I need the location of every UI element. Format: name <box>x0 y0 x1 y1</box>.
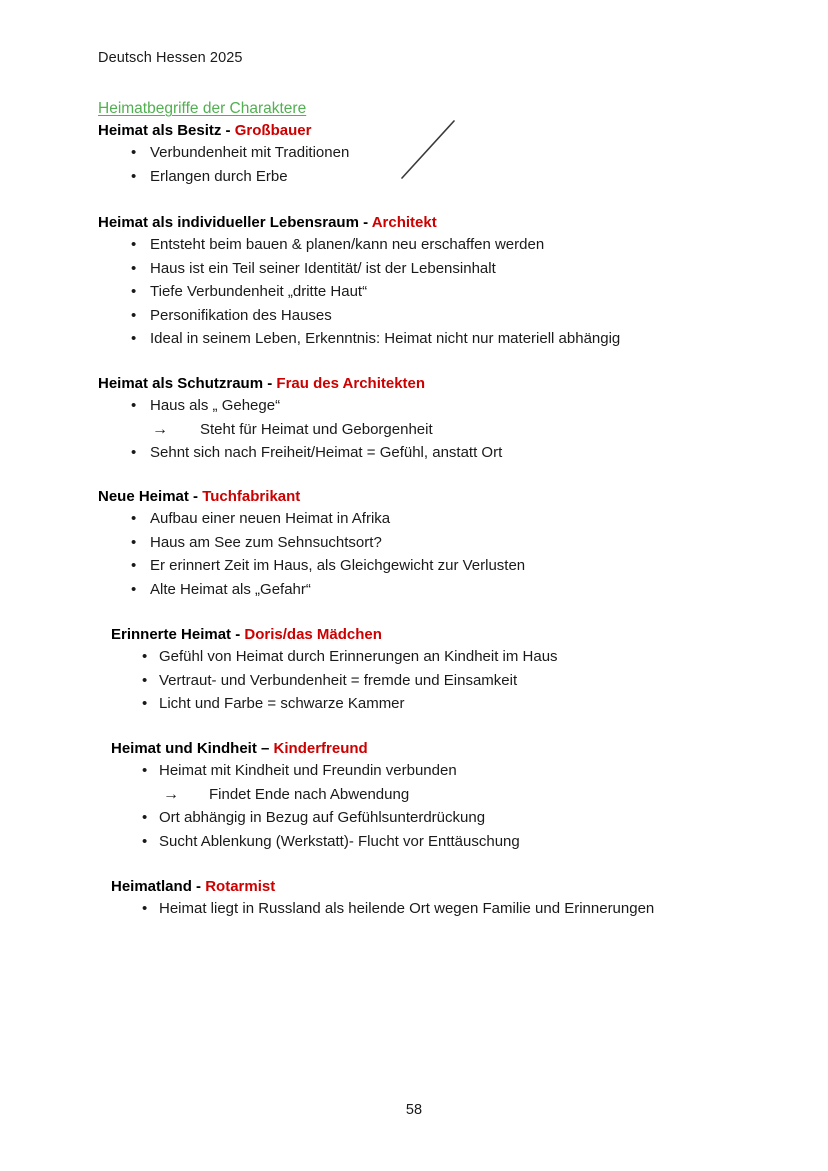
list-item: • Sehnt sich nach Freiheit/Heimat = Gefühl, anstatt Ort <box>98 441 798 465</box>
block-heading-character: Architekt <box>371 214 437 231</box>
block-heading-character: Doris/das Mädchen <box>244 626 382 643</box>
bullet-list <box>111 759 811 853</box>
arrow-sub-item: → Steht für Heimat und Geborgenheit <box>98 418 798 442</box>
block-heading <box>111 877 811 897</box>
block-heading <box>98 121 798 141</box>
block-heading-separator: - <box>231 626 245 643</box>
bullet-list <box>98 394 798 465</box>
character-block <box>98 374 798 465</box>
list-item: • Gefühl von Heimat durch Erinnerungen an Kindheit im Haus <box>111 645 811 669</box>
section-title: Heimatbegriffe der Charaktere <box>98 100 307 117</box>
list-item: • Sucht Ablenkung (Werkstatt)- Flucht vor Enttäuschung <box>111 830 811 854</box>
block-heading-separator: - <box>221 122 235 139</box>
block-heading <box>111 739 811 759</box>
list-item: • Ideal in seinem Leben, Erkenntnis: Heimat nicht nur materiell abhängig <box>98 327 798 351</box>
list-item: • Tiefe Verbundenheit „dritte Haut“ <box>98 280 798 304</box>
block-heading-separator: - <box>191 878 206 895</box>
list-item: • Heimat mit Kindheit und Freundin verbunden <box>111 759 811 783</box>
block-heading-separator: - <box>188 488 203 505</box>
block-heading <box>98 213 798 233</box>
block-heading-separator: - <box>263 375 277 392</box>
block-heading-term: Erinnerte Heimat <box>111 626 232 643</box>
bullet-list <box>111 897 811 921</box>
block-heading <box>111 625 811 645</box>
list-item: • Er erinnert Zeit im Haus, als Gleichgewicht zur Verlusten <box>98 554 798 578</box>
block-heading <box>98 487 798 507</box>
character-block <box>98 213 798 351</box>
block-heading-term: Heimat als individueller Lebensraum <box>98 214 359 231</box>
block-heading-separator: – <box>256 740 274 757</box>
block-heading <box>98 374 798 394</box>
character-block <box>98 121 798 188</box>
list-item: • Haus ist ein Teil seiner Identität/ ist der Lebensinhalt <box>98 257 798 281</box>
list-item: • Vertraut- und Verbundenheit = fremde und Einsamkeit <box>111 669 811 693</box>
list-item: • Haus als „ Gehege“ <box>98 394 798 418</box>
bullet-list <box>98 233 798 351</box>
block-heading-separator: - <box>358 214 372 231</box>
bullet-list <box>98 507 798 601</box>
list-item: • Aufbau einer neuen Heimat in Afrika <box>98 507 798 531</box>
block-heading-character: Großbauer <box>234 122 312 139</box>
bullet-list <box>111 645 811 716</box>
bullet-list <box>98 141 798 188</box>
running-header: Deutsch Hessen 2025 <box>98 50 243 66</box>
list-item: • Personifikation des Hauses <box>98 304 798 328</box>
list-item: • Entsteht beim bauen & planen/kann neu erschaffen werden <box>98 233 798 257</box>
character-block <box>111 877 811 921</box>
block-heading-term: Heimatland <box>111 878 192 895</box>
list-item: • Erlangen durch Erbe <box>98 165 798 189</box>
list-item: • Licht und Farbe = schwarze Kammer <box>111 692 811 716</box>
list-item: • Verbundenheit mit Traditionen <box>98 141 798 165</box>
page-number: 58 <box>405 1102 423 1118</box>
arrow-sub-item: → Findet Ende nach Abwendung <box>111 783 811 807</box>
block-heading-character: Kinderfreund <box>273 740 368 757</box>
list-item: • Alte Heimat als „Gefahr“ <box>98 578 798 602</box>
list-item: • Haus am See zum Sehnsuchtsort? <box>98 531 798 555</box>
list-item: • Heimat liegt in Russland als heilende Ort wegen Familie und Erinnerungen <box>111 897 811 921</box>
block-heading-term: Neue Heimat <box>98 488 189 505</box>
character-block <box>111 739 811 853</box>
character-block <box>98 487 798 601</box>
block-heading-term: Heimat und Kindheit <box>111 740 257 757</box>
block-heading-character: Rotarmist <box>205 878 276 895</box>
block-heading-character: Tuchfabrikant <box>202 488 301 505</box>
block-heading-character: Frau des Architekten <box>276 375 426 392</box>
block-heading-term: Heimat als Besitz <box>98 122 222 139</box>
block-heading-term: Heimat als Schutzraum <box>98 375 264 392</box>
character-block <box>111 625 811 716</box>
list-item: • Ort abhängig in Bezug auf Gefühlsunterdrückung <box>111 806 811 830</box>
